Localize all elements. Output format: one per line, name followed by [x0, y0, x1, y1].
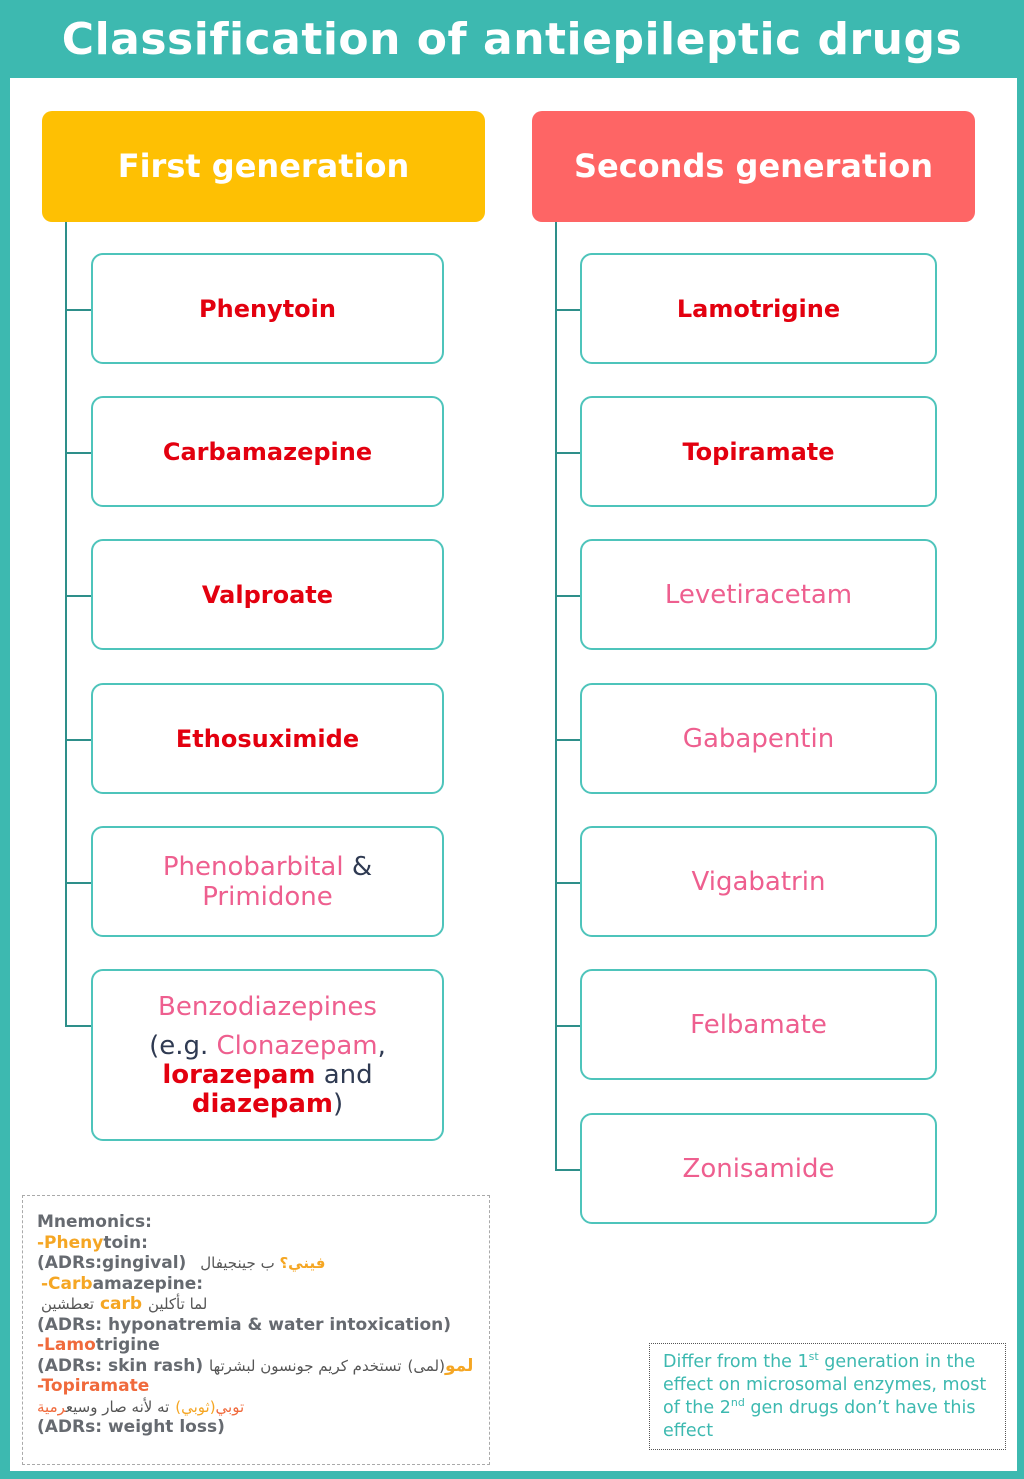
mnemonic-arabic: ب جينجيفال — [200, 1254, 275, 1272]
second-generation-header: Seconds generation — [532, 111, 975, 222]
drug-name: Phenobarbital — [162, 851, 344, 882]
second-gen-branch — [555, 452, 581, 454]
mnemonic-arabic-highlight: توبي — [215, 1397, 245, 1416]
mnemonic-topiramate-adr: (ADRs: weight loss) — [37, 1417, 225, 1437]
mnemonic-arabic-highlight: لمو — [444, 1355, 474, 1376]
first-gen-branch — [65, 452, 91, 454]
example-open: (e.g. — [149, 1030, 217, 1061]
drug-card-valproate — [91, 539, 444, 650]
first-generation-header: First generation — [42, 111, 485, 222]
first-gen-branch — [65, 882, 91, 884]
second-gen-branch — [555, 882, 581, 884]
drug-name: Primidone — [202, 881, 333, 912]
mnemonic-adr: (ADRs: skin rash) — [37, 1355, 204, 1376]
drug-card-topiramate — [580, 396, 937, 507]
mnemonics-heading: Mnemonics: — [37, 1212, 152, 1232]
drug-card-gabapentin — [580, 683, 937, 794]
drug-name: Gabapentin — [682, 723, 835, 754]
drug-name: diazepam — [191, 1088, 333, 1119]
drug-name: Valproate — [201, 580, 334, 609]
conjunction: and — [315, 1059, 373, 1090]
mnemonic-lamotrigine-adr — [37, 1356, 479, 1377]
mnemonic-arabic-highlight: (ثوبي) — [175, 1397, 216, 1416]
second-gen-branch — [555, 1025, 581, 1027]
drug-name: Benzodiazepines — [158, 991, 377, 1022]
mnemonic-highlight: -Carb — [41, 1273, 93, 1294]
mnemonic-adr: (ADRs:gingival) — [37, 1253, 187, 1273]
microsomal-enzyme-note — [649, 1343, 1006, 1450]
second-gen-trunk — [555, 222, 557, 1171]
drug-card-zonisamide — [580, 1113, 937, 1224]
mnemonic-phenytoin-adr — [37, 1253, 479, 1274]
mnemonic-text: toin: — [103, 1232, 148, 1253]
mnemonic-carbamazepine-arabic — [37, 1294, 479, 1315]
drug-name: Topiramate — [682, 437, 835, 466]
drug-name: Phenytoin — [199, 294, 336, 323]
drug-card-felbamate — [580, 969, 937, 1080]
mnemonic-arabic: لما تأكلين — [148, 1295, 208, 1313]
mnemonic-phenytoin — [37, 1233, 479, 1254]
second-gen-branch — [555, 309, 581, 311]
mnemonic-text: amazepine: — [92, 1273, 204, 1294]
note-superscript: st — [808, 1350, 819, 1364]
drug-name: Carbamazepine — [162, 437, 373, 466]
note-text: Differ from the 1 — [663, 1352, 809, 1372]
first-gen-branch — [65, 309, 91, 311]
drug-card-carbamazepine — [91, 396, 444, 507]
mnemonic-arabic-highlight: فيني؟ — [279, 1254, 326, 1272]
mnemonic-arabic: تستخدم كريم جونسون لبشرتها — [209, 1356, 402, 1375]
drug-name: Zonisamide — [682, 1153, 835, 1184]
mnemonic-carbamazepine-adr: (ADRs: hyponatremia & water intoxication) — [37, 1314, 452, 1335]
mnemonic-arabic: ته لأنه صار وسيع — [65, 1397, 170, 1416]
drug-card-ethosuximide — [91, 683, 444, 794]
first-gen-branch — [65, 1025, 91, 1027]
mnemonic-topiramate-arabic — [37, 1397, 479, 1418]
mnemonic-lamotrigine — [37, 1335, 479, 1356]
drug-card-levetiracetam — [580, 539, 937, 650]
drug-name: Felbamate — [690, 1009, 827, 1040]
drug-name: Lamotrigine — [676, 294, 841, 323]
mnemonic-highlight: -Lamo — [37, 1335, 96, 1355]
mnemonic-arabic: (لمى) — [407, 1356, 445, 1375]
mnemonic-highlight: -Topiramate — [37, 1376, 150, 1396]
mnemonic-topiramate — [37, 1376, 479, 1397]
note-superscript: nd — [730, 1396, 745, 1410]
drug-card-phenobarbital-primidone — [91, 826, 444, 937]
first-gen-branch — [65, 739, 91, 741]
drug-card-vigabatrin — [580, 826, 937, 937]
drug-card-lamotrigine — [580, 253, 937, 364]
example-close: ) — [332, 1088, 344, 1119]
mnemonic-arabic: تعطشين — [41, 1295, 95, 1313]
second-gen-branch — [555, 739, 581, 741]
mnemonic-carbamazepine — [37, 1274, 479, 1295]
second-gen-branch — [555, 1169, 581, 1171]
note-text: gen drugs don’t have this effect — [663, 1398, 976, 1441]
drug-name: Clonazepam — [216, 1030, 378, 1061]
mnemonic-arabic-highlight: رمية — [37, 1397, 66, 1416]
mnemonic-highlight: carb — [99, 1294, 143, 1314]
second-gen-branch — [555, 595, 581, 597]
first-gen-trunk — [65, 222, 67, 1027]
note-text: generation in the effect on microsomal enzymes, most of the 2 — [663, 1352, 987, 1418]
drug-card-benzodiazepines — [91, 969, 444, 1141]
drug-name: Levetiracetam — [664, 579, 853, 610]
mnemonics-box — [22, 1195, 490, 1465]
drug-name: Vigabatrin — [691, 866, 826, 897]
page-title: Classification of antiepileptic drugs — [0, 0, 1024, 78]
ampersand: & — [351, 851, 373, 882]
mnemonic-highlight: -Pheny — [37, 1232, 104, 1253]
mnemonic-text: trigine — [95, 1335, 160, 1355]
drug-card-phenytoin — [91, 253, 444, 364]
drug-name: lorazepam — [162, 1059, 316, 1090]
comma: , — [377, 1030, 386, 1061]
first-gen-branch — [65, 595, 91, 597]
drug-name: Ethosuximide — [175, 724, 360, 753]
